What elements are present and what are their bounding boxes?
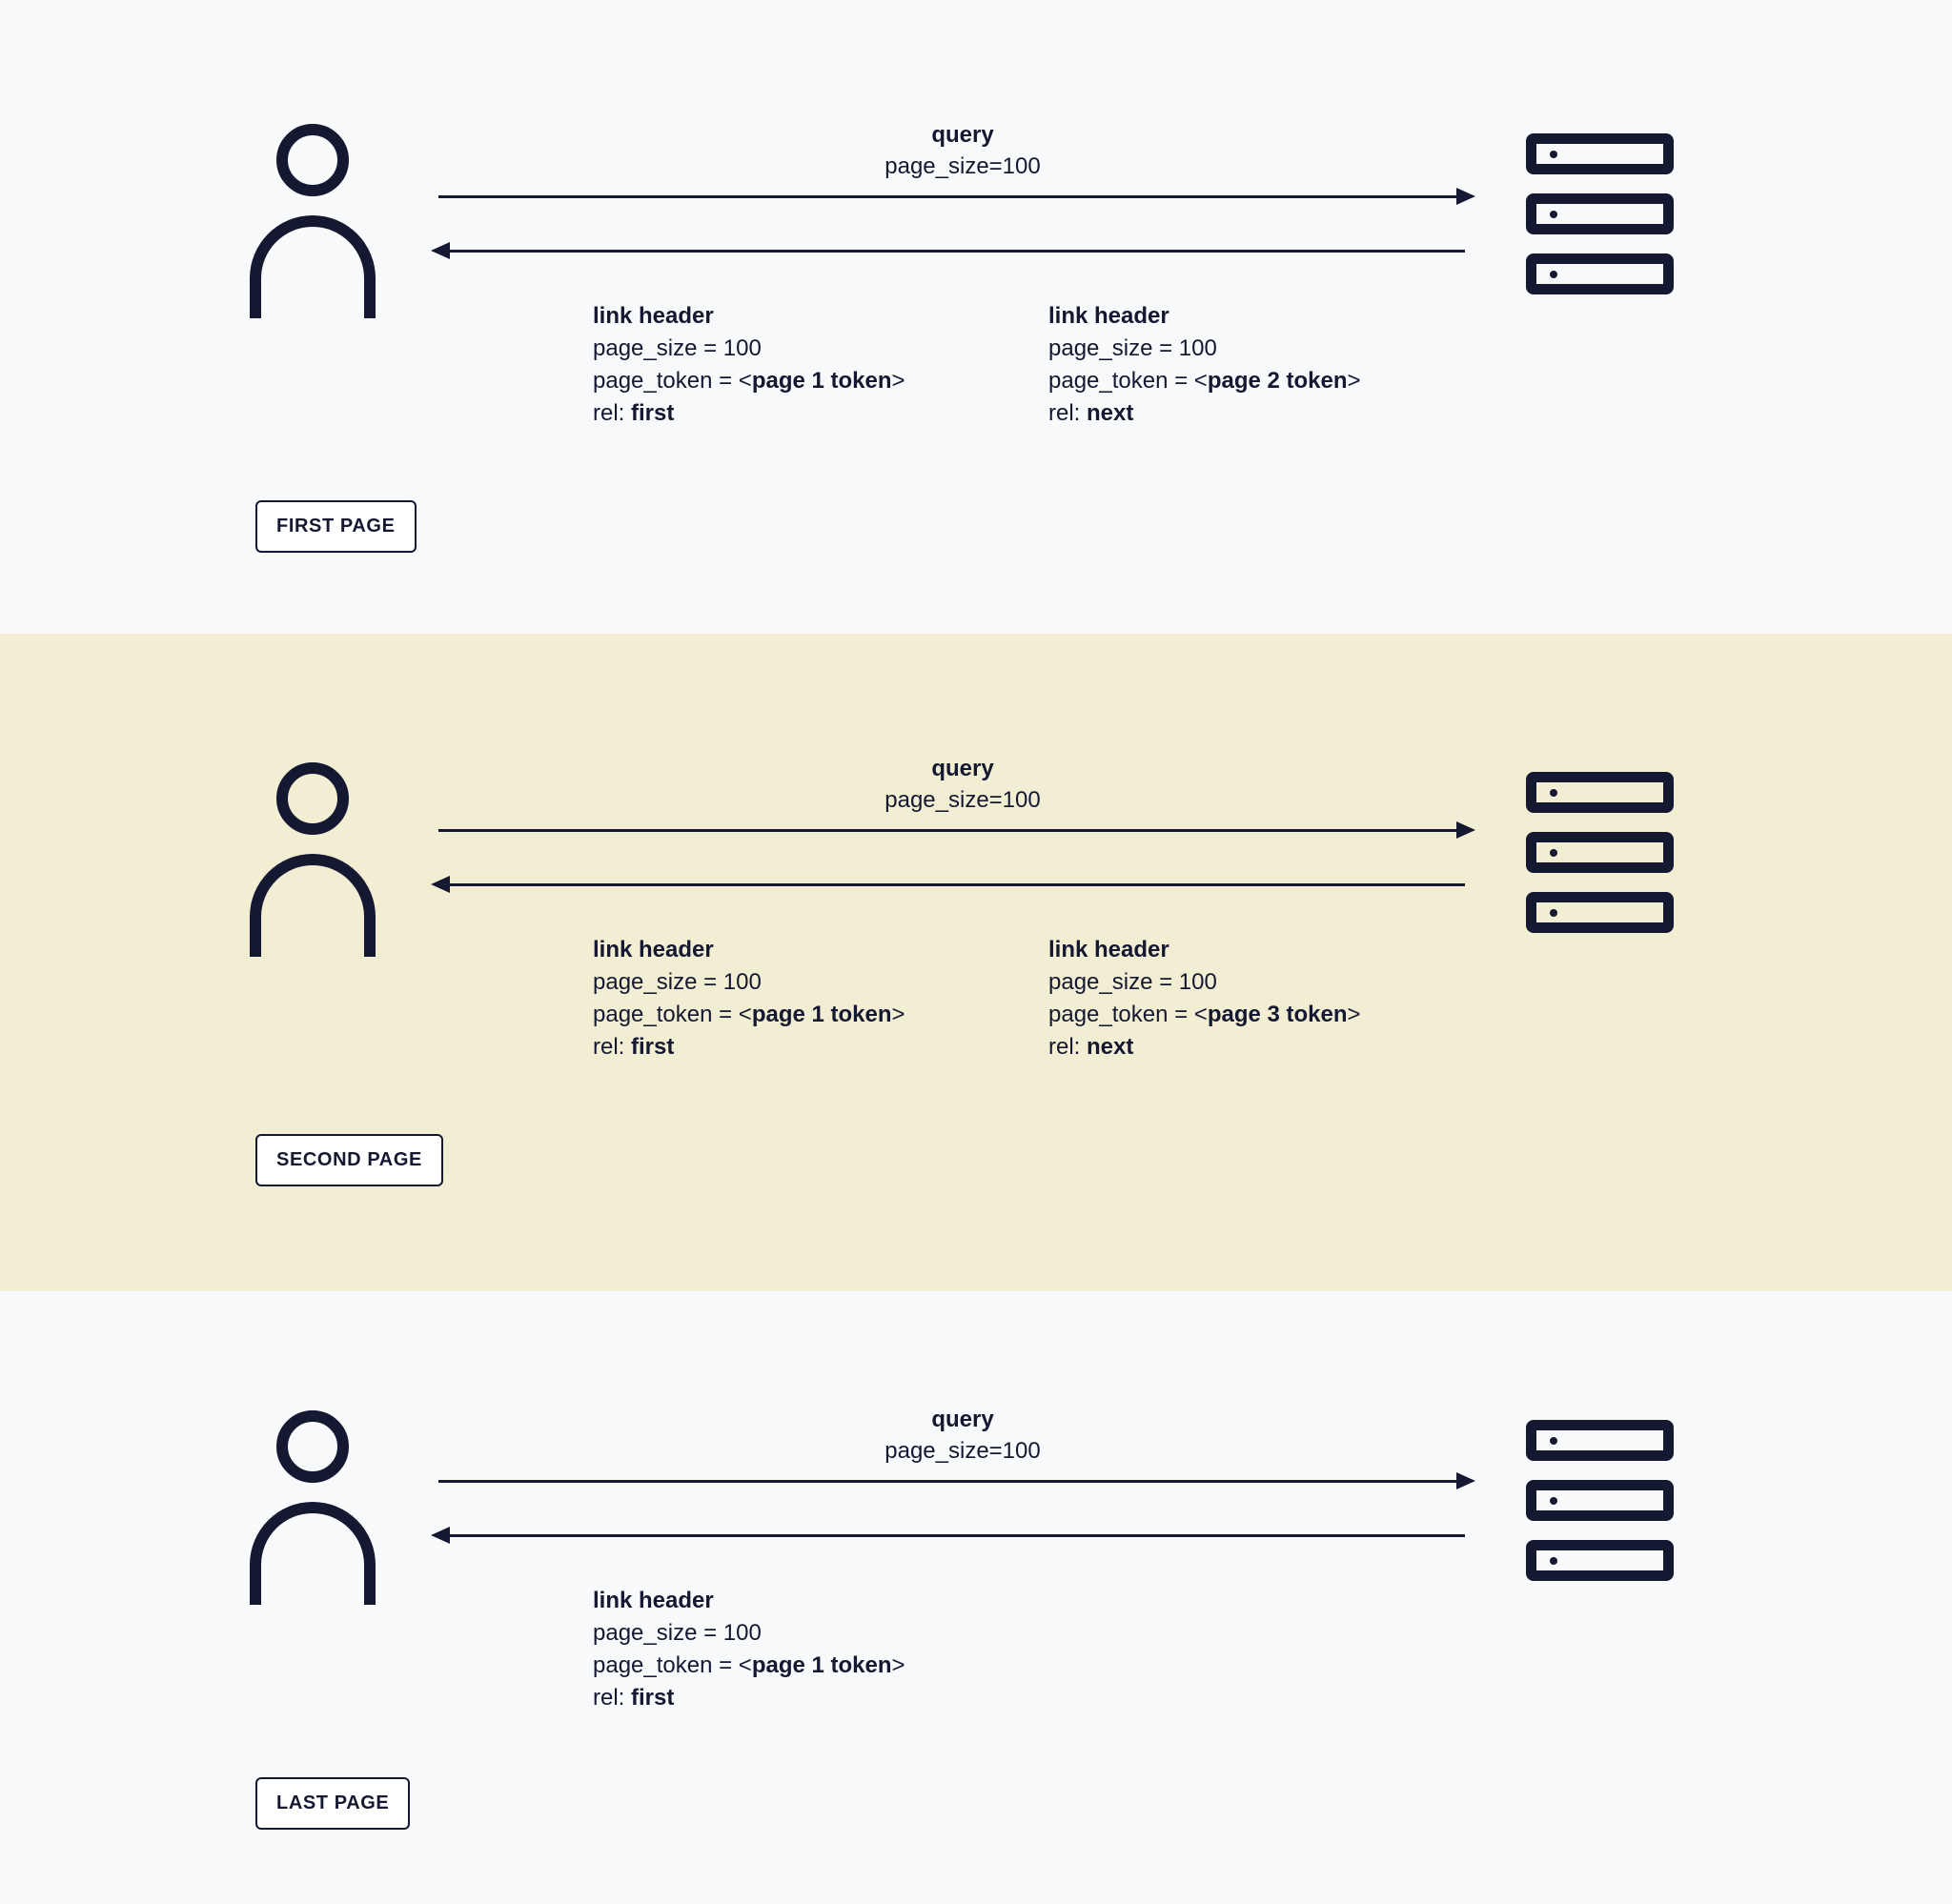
link-header-rel: [1048, 1031, 1361, 1063]
page-token-value: page 1 token: [751, 1652, 892, 1678]
response-arrow-line: [448, 883, 1465, 886]
page-token-prefix: page_token = <: [593, 1002, 752, 1027]
page-token-suffix: >: [891, 1002, 905, 1027]
rel-label: rel:: [593, 1034, 632, 1060]
link-header-rel: [593, 1031, 905, 1063]
request-arrow-head: [1456, 188, 1475, 205]
server-bar: [1526, 892, 1674, 933]
server-led: [1550, 271, 1557, 278]
server-led: [1550, 849, 1557, 857]
server-icon: [1526, 772, 1674, 948]
link-header-page-size: page_size = 100: [1048, 335, 1217, 361]
person-head: [276, 762, 349, 835]
query-value: page_size=100: [884, 1438, 1041, 1464]
page-token-value: page 2 token: [1207, 368, 1348, 394]
rel-value: next: [1087, 400, 1134, 426]
link-header-rel: [593, 1682, 905, 1714]
server-bar: [1526, 1540, 1674, 1581]
query-title: query: [931, 1407, 994, 1432]
section-second-page: [0, 634, 1952, 1291]
link-header-page-size: page_size = 100: [593, 969, 762, 995]
response-arrow-line: [448, 1534, 1465, 1537]
section-first-page: [0, 0, 1952, 634]
server-icon: [1526, 133, 1674, 310]
request-arrow-line: [438, 1480, 1463, 1483]
link-header-block-first: [593, 1585, 905, 1714]
person-body: [250, 854, 376, 957]
page-token-prefix: page_token = <: [1048, 368, 1208, 394]
query-title: query: [931, 756, 994, 781]
server-bar: [1526, 1420, 1674, 1461]
section-last-page: [0, 1291, 1952, 1904]
link-header-page-size: page_size = 100: [593, 335, 762, 361]
page-token-prefix: page_token = <: [593, 1652, 752, 1678]
query-title: query: [931, 122, 994, 148]
link-header-page-size: page_size = 100: [593, 1620, 762, 1646]
link-header-page-token: [593, 1650, 905, 1682]
person-body: [250, 1502, 376, 1605]
link-header-rel: [1048, 397, 1361, 430]
server-led: [1550, 1497, 1557, 1505]
page-token-suffix: >: [1347, 368, 1361, 394]
link-header-block-first: [593, 934, 905, 1063]
link-header-title: link header: [1048, 303, 1169, 329]
link-header-page-token: [1048, 999, 1361, 1031]
request-arrow-head: [1456, 1472, 1475, 1489]
response-arrow-head: [431, 242, 450, 259]
link-header-page-token: [593, 365, 905, 397]
page-token-suffix: >: [1347, 1002, 1361, 1027]
server-led: [1550, 1437, 1557, 1445]
rel-value: first: [631, 1034, 675, 1060]
link-header-block-next: [1048, 300, 1361, 430]
link-header-page-token: [593, 999, 905, 1031]
link-header-title: link header: [593, 303, 714, 329]
rel-label: rel:: [593, 1685, 632, 1711]
rel-label: rel:: [1048, 1034, 1088, 1060]
page-token-suffix: >: [891, 1652, 905, 1678]
link-header-title: link header: [593, 1588, 714, 1613]
rel-value: first: [631, 400, 675, 426]
person-head: [276, 1410, 349, 1483]
page-token-prefix: page_token = <: [1048, 1002, 1208, 1027]
link-header-block-first: [593, 300, 905, 430]
badge-second-page: SECOND PAGE: [255, 1134, 443, 1186]
rel-label: rel:: [593, 400, 632, 426]
server-bar: [1526, 193, 1674, 234]
server-bar: [1526, 133, 1674, 174]
request-arrow-line: [438, 829, 1463, 832]
response-arrow-head: [431, 876, 450, 893]
server-led: [1550, 909, 1557, 917]
server-led: [1550, 789, 1557, 797]
server-led: [1550, 211, 1557, 218]
request-query-label: [724, 119, 1201, 182]
page-token-prefix: page_token = <: [593, 368, 752, 394]
rel-value: first: [631, 1685, 675, 1711]
page-token-value: page 3 token: [1207, 1002, 1348, 1027]
rel-value: next: [1087, 1034, 1134, 1060]
server-bar: [1526, 832, 1674, 873]
page-token-value: page 1 token: [751, 1002, 892, 1027]
request-arrow-head: [1456, 821, 1475, 839]
page-token-value: page 1 token: [751, 368, 892, 394]
person-head: [276, 124, 349, 196]
link-header-block-next: [1048, 934, 1361, 1063]
person-icon: [250, 1410, 383, 1587]
link-header-rel: [593, 397, 905, 430]
server-led: [1550, 1557, 1557, 1565]
link-header-title: link header: [1048, 937, 1169, 962]
badge-first-page: FIRST PAGE: [255, 500, 417, 553]
server-led: [1550, 151, 1557, 158]
badge-last-page: LAST PAGE: [255, 1777, 410, 1830]
page-token-suffix: >: [891, 368, 905, 394]
link-header-title: link header: [593, 937, 714, 962]
person-icon: [250, 124, 383, 300]
server-bar: [1526, 1480, 1674, 1521]
query-value: page_size=100: [884, 153, 1041, 179]
request-query-label: [724, 1404, 1201, 1467]
rel-label: rel:: [1048, 400, 1088, 426]
request-arrow-line: [438, 195, 1463, 198]
query-value: page_size=100: [884, 787, 1041, 813]
response-arrow-head: [431, 1527, 450, 1544]
link-header-page-size: page_size = 100: [1048, 969, 1217, 995]
server-bar: [1526, 253, 1674, 294]
link-header-page-token: [1048, 365, 1361, 397]
server-bar: [1526, 772, 1674, 813]
person-icon: [250, 762, 383, 939]
server-icon: [1526, 1420, 1674, 1596]
response-arrow-line: [448, 250, 1465, 253]
request-query-label: [724, 753, 1201, 816]
person-body: [250, 215, 376, 318]
